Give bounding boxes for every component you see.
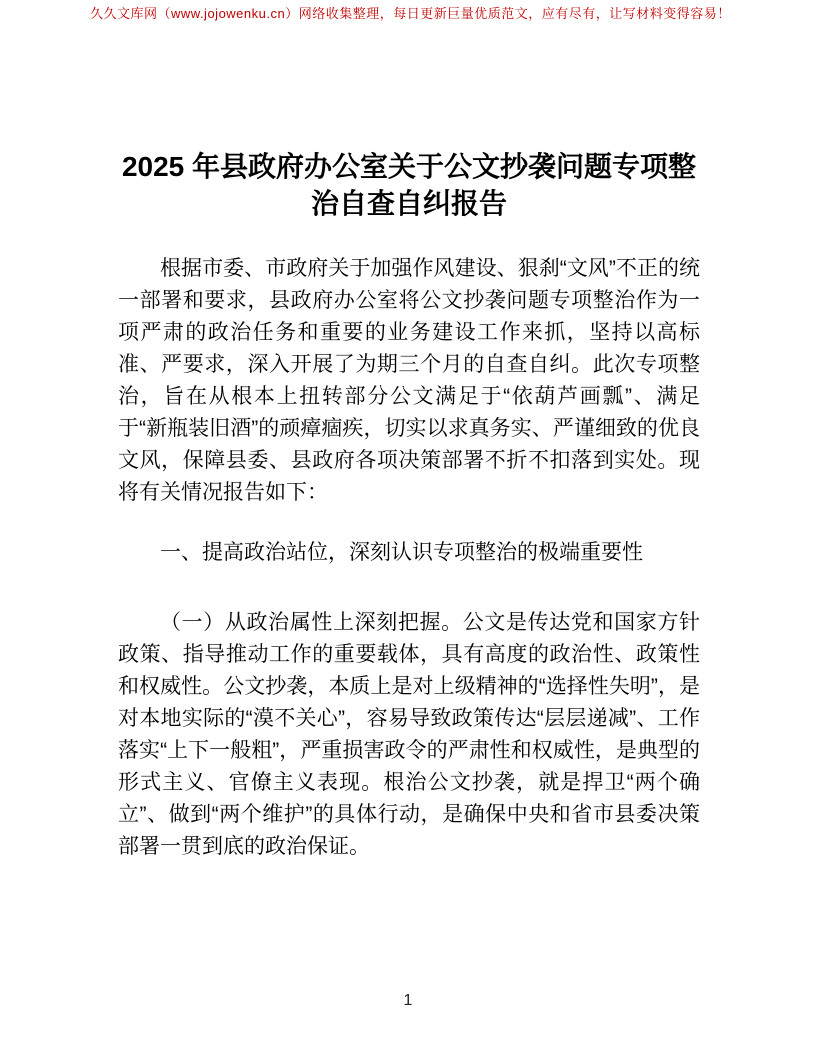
site-watermark-notice: 久久文库网（www.jojowenku.cn）网络收集整理，每日更新巨量优质范文，应有尽有，让写材料变得容易！	[90, 6, 731, 21]
document-content	[118, 148, 700, 863]
paragraph-intro: 根据市委、市政府关于加强作风建设、狠刹“文风”不正的统一部署和要求，县政府办公室将公文抄袭问题专项整治作为一项严肃的政治任务和重要的业务建设工作来抓，坚持以高标准、严要求，深入开展了为期三个月的自查自纠。此次专项整治，旨在从根本上扭转部分公文满足于“依葫芦画瓢”、满足于“新瓶装旧酒”的顽瘴痼疾，切实以求真务实、严谨细致的优良文风，保障县委、县政府各项决策部署不折不扣落到实处。现将有关情况报告如下：	[118, 257, 700, 504]
page-number: 1	[403, 992, 413, 1009]
section-heading-1: 一、提高政治站位，深刻认识专项整治的极端重要性	[160, 541, 643, 564]
document-title: 2025 年县政府办公室关于公文抄袭问题专项整治自查自纠报告	[121, 151, 697, 219]
paragraph-section-1-1: （一）从政治属性上深刻把握。公文是传达党和国家方针政策、指导推动工作的重要载体，具有高度的政治性、政策性和权威性。公文抄袭，本质上是对上级精神的“选择性失明”，是对本地实际的“漠不关心”，容易导致政策传达“层层递减”、工作落实“上下一般粗”，严重损害政令的严肃性和权威性，是典型的形式主义、官僚主义表现。根治公文抄袭，就是捍卫“两个确立”、做到“两个维护”的具体行动，是确保中央和省市县委决策部署一贯到底的政治保证。	[118, 611, 700, 858]
